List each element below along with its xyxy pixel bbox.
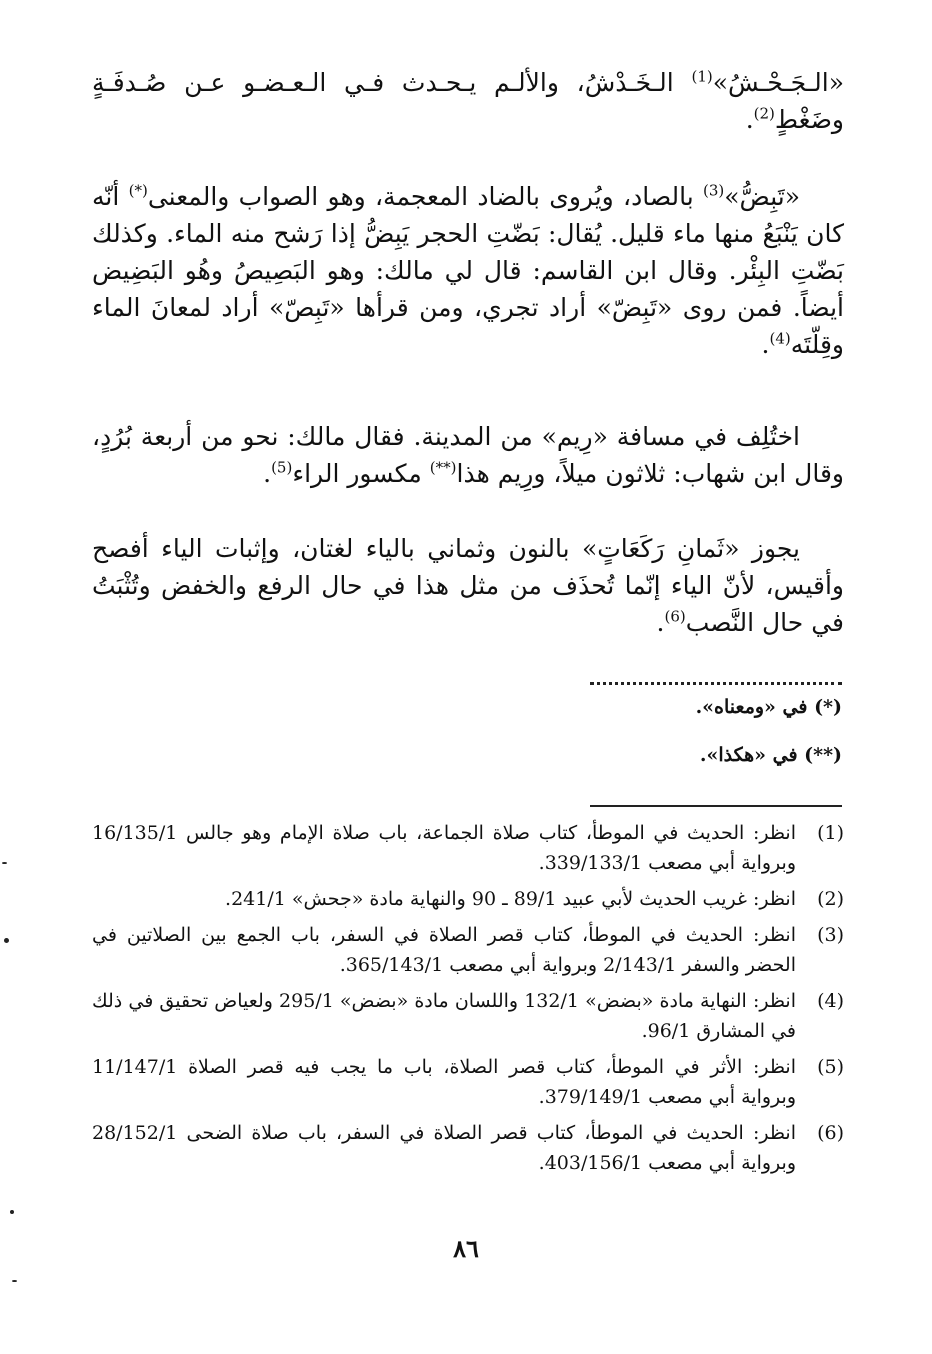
footnote-text: انظر: النهاية مادة «بضض» 132/1 واللسان مادة «بضض» 295/1 ولعياض تحقيق في ذلك في المشارق 96/1. [92, 990, 796, 1042]
dotted-separator [590, 682, 842, 685]
footnote-ref-3[interactable]: (3) [703, 181, 725, 200]
punctuation: . [263, 459, 272, 488]
term-jahsh: «الـجَـحْـشُ» [712, 68, 844, 97]
punctuation: . [745, 105, 754, 134]
footnote-ref-1[interactable]: (1) [691, 67, 713, 86]
star-note-1: (*) في «ومعناه». [695, 696, 842, 718]
paragraph-thamani [92, 530, 844, 641]
punctuation: . [656, 608, 665, 637]
punctuation: . [761, 330, 770, 359]
footnote-number: (3) [817, 924, 844, 946]
footnote-number: (6) [817, 1122, 844, 1144]
footnote-ref-5[interactable]: (5) [271, 458, 293, 477]
footnote-ref-2[interactable]: (2) [753, 104, 775, 123]
paragraph-text: بالصاد، ويُروى بالضاد المعجمة، وهو الصواب والمعنى [147, 182, 703, 211]
footnote-number: (2) [817, 888, 844, 910]
term-tabidd: «تَبِضُّ» [724, 182, 800, 211]
footnote-1 [92, 818, 844, 878]
footnote-text: انظر: الأثر في الموطأ، كتاب قصر الصلاة، باب ما يجب فيه قصر الصلاة 11/147/1 وبرواية أبي مصعب 379/149/1. [92, 1056, 796, 1108]
footnote-3 [92, 920, 844, 980]
paragraph-jahsh [92, 64, 844, 138]
footnote-ref-4[interactable]: (4) [769, 329, 791, 348]
footnote-ref-6[interactable]: (6) [664, 607, 686, 626]
footnote-text: انظر: غريب الحديث لأبي عبيد 89/1 ـ 90 والنهاية مادة «جحش» 241/1. [225, 888, 796, 910]
footnote-separator [590, 805, 842, 807]
footnote-number: (1) [817, 822, 844, 844]
footnote-text: انظر: الحديث في الموطأ، كتاب قصر الصلاة في السفر، باب صلاة الضحى 28/152/1 وبرواية أبي مصعب 403/156/1. [92, 1122, 796, 1174]
paragraph-rim [92, 418, 844, 492]
paragraph-text: أنّه كان يَنْبَعُ منها ماء قليل. يُقال: بَضّتِ الحجر يَبِضُّ إذا رَشح منه الماء. وكذلك بَضّتِ البِئْر. وقال ابن القاسم: قال لي مالك: وهو البَصِيصُ وهُو البَضِيض أيضاً. فمن روى «تَبِضّ» أراد تجري، ومن قرأها «تَبِصّ» أراد لمعانَ الماء وقِلّتَه [92, 182, 844, 359]
scan-speck [2, 862, 7, 864]
paragraph-text: اختُلِف في مسافة «رِيم» من المدينة. فقال مالك: نحو من أربعة بُرُدٍ، وقال ابن شهاب: ثلاثون ميلاً، ورِيم هذا [92, 422, 844, 488]
footnote-4 [92, 986, 844, 1046]
star-ref-1[interactable]: (*) [128, 181, 148, 200]
scan-speck [10, 1210, 14, 1214]
footnote-text: انظر: الحديث في الموطأ، كتاب صلاة الجماعة، باب صلاة الإمام وهو جالس 16/135/1 وبرواية أبي مصعب 339/133/1. [92, 822, 796, 874]
paragraph-text: مكسور الراء [292, 459, 430, 488]
footnotes-list [92, 818, 844, 1184]
footnote-number: (5) [817, 1056, 844, 1078]
footnote-5 [92, 1052, 844, 1112]
page-number: ٨٦ [453, 1234, 479, 1263]
star-note-2: (**) في «هكذا». [699, 744, 842, 766]
footnote-number: (4) [817, 990, 844, 1012]
footnote-text: انظر: الحديث في الموطأ، كتاب قصر الصلاة في السفر، باب الجمع بين الصلاتين في الحضر والسفر 2/143/1 وبرواية أبي مصعب 365/143/1. [92, 924, 796, 976]
paragraph-text: الـخَـدْشُ، والألـم يـحـدث فـي الـعـضـو عـن صُـدفَـةٍ وضَغْطٍ [92, 68, 844, 134]
scan-speck [4, 938, 9, 943]
scan-speck [12, 1280, 17, 1282]
paragraph-text: يجوز «ثَمانِ رَكَعَاتٍ» بالنون وثماني بالياء لغتان، وإثبات الياء أفصح وأقيس، لأنّ الياء إنّما تُحذَف من مثل هذا في حال الرفع والخفض وتُثْبَتُ في حال النَّصب [92, 534, 844, 637]
footnote-6 [92, 1118, 844, 1178]
star-ref-2[interactable]: (**) [429, 458, 457, 477]
paragraph-tabidd [92, 178, 844, 363]
footnote-2 [92, 884, 844, 914]
